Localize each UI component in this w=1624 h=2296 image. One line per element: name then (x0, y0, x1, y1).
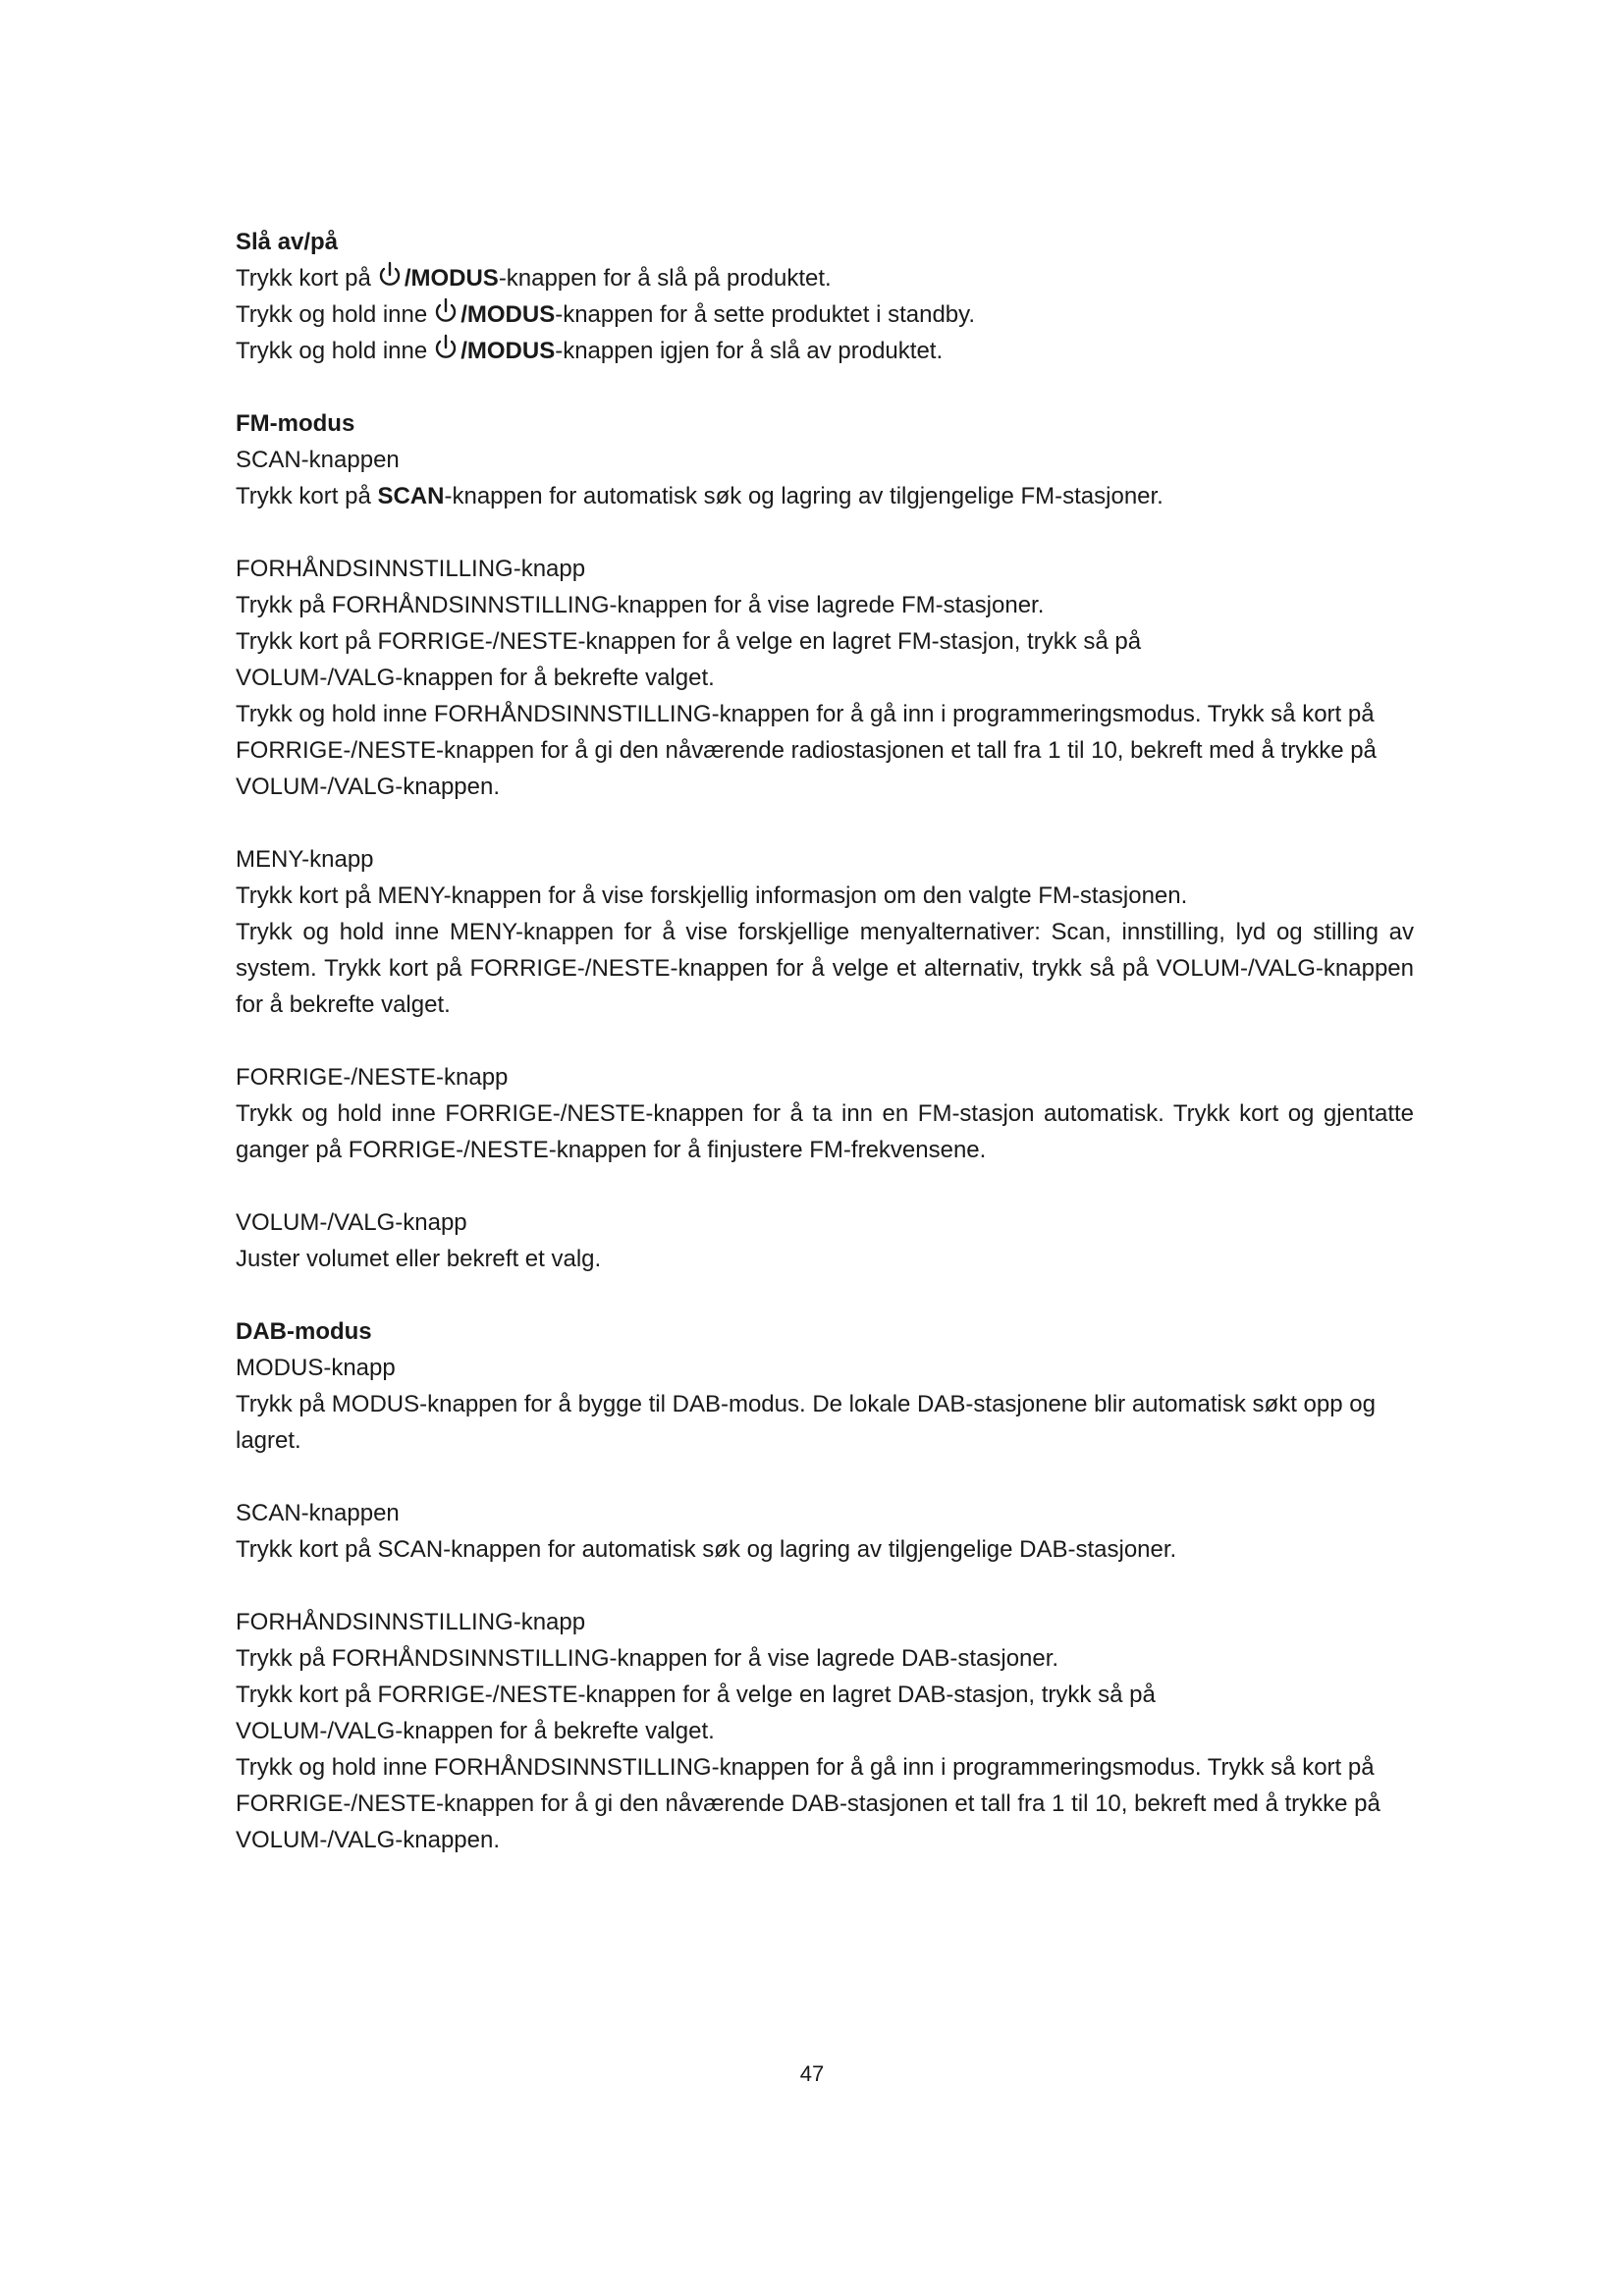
power-icon (377, 260, 403, 290)
fm-scan-text: Trykk kort på SCAN-knappen for automatisk søk og lagring av tilgjengelige FM-stasjoner. (236, 483, 1164, 509)
power-icon (433, 296, 459, 326)
dab-scan-title: SCAN-knappen (236, 1500, 400, 1526)
dab-mode-title: MODUS-knapp (236, 1355, 396, 1381)
dab-scan-text: Trykk kort på SCAN-knappen for automatisk søk og lagring av tilgjengelige DAB-stasjoner. (236, 1536, 1177, 1563)
fm-preset-line-2: Trykk kort på FORRIGE-/NESTE-knappen for å velge en lagret FM-stasjon, trykk så på (236, 628, 1142, 655)
fm-scan-title: SCAN-knappen (236, 447, 400, 473)
fm-preset-title: FORHÅNDSINNSTILLING-knapp (236, 556, 586, 582)
fm-preset-line-1: Trykk på FORHÅNDSINNSTILLING-knappen for å vise lagrede FM-stasjoner. (236, 592, 1045, 618)
power-line-2: Trykk og hold inne /MODUS-knappen for å sette produktet i standby. (236, 296, 1414, 333)
power-line-1: Trykk kort på /MODUS-knappen for å slå på produktet. (236, 260, 1414, 296)
dab-preset-line-2: Trykk kort på FORRIGE-/NESTE-knappen for å velge en lagret DAB-stasjon, trykk så på (236, 1682, 1156, 1708)
power-icon (433, 333, 459, 362)
fm-menu-paragraph: Trykk og hold inne MENY-knappen for å vise forskjellige menyalternativer: Scan, innstilling, lyd og stilling av system. Trykk kort på FORRIGE-/NESTE-knappen for å velge et alternativ, trykk så på VOLUM-/VALG-knappen for å bekrefte valget. (236, 919, 1414, 1018)
fm-menu-line-1: Trykk kort på MENY-knappen for å vise forskjellig informasjon om den valgte FM-stasjonen. (236, 882, 1188, 909)
dab-mode-paragraph: Trykk på MODUS-knappen for å bygge til DAB-modus. De lokale DAB-stasjonene blir automatisk søkt opp og lagret. (236, 1391, 1376, 1454)
fm-volume-text: Juster volumet eller bekreft et valg. (236, 1246, 602, 1272)
fm-preset-line-3: VOLUM-/VALG-knappen for å bekrefte valget. (236, 665, 715, 691)
section-heading-dab: DAB-modus (236, 1318, 372, 1345)
fm-volume-title: VOLUM-/VALG-knapp (236, 1209, 467, 1236)
power-line-3: Trykk og hold inne /MODUS-knappen igjen for å slå av produktet. (236, 333, 1414, 369)
dab-preset-line-1: Trykk på FORHÅNDSINNSTILLING-knappen for å vise lagrede DAB-stasjoner. (236, 1645, 1059, 1672)
fm-menu-title: MENY-knapp (236, 846, 374, 873)
dab-preset-paragraph: Trykk og hold inne FORHÅNDSINNSTILLING-knappen for å gå inn i programmeringsmodus. Trykk så kort på FORRIGE-/NESTE-knappen for å gi den nåværende DAB-stasjonen et tall fra 1 til 10, bekreft med å trykke på VOLUM-/VALG-knappen. (236, 1754, 1380, 1853)
section-heading-power: Slå av/på (236, 229, 339, 255)
dab-preset-line-3: VOLUM-/VALG-knappen for å bekrefte valget. (236, 1718, 715, 1744)
page-number: 47 (799, 2061, 825, 2086)
fm-prevnext-paragraph: Trykk og hold inne FORRIGE-/NESTE-knappen for å ta inn en FM-stasjon automatisk. Trykk kort og gjentatte ganger på FORRIGE-/NESTE-knappen for å finjustere FM-frekvensene. (236, 1100, 1414, 1163)
document-page (236, 224, 1414, 1858)
section-heading-fm: FM-modus (236, 410, 355, 437)
fm-prevnext-title: FORRIGE-/NESTE-knapp (236, 1064, 509, 1091)
fm-preset-paragraph: Trykk og hold inne FORHÅNDSINNSTILLING-knappen for å gå inn i programmeringsmodus. Trykk så kort på FORRIGE-/NESTE-knappen for å gi den nåværende radiostasjonen et tall fra 1 til 10, bekreft med å trykke på VOLUM-/VALG-knappen. (236, 701, 1377, 800)
dab-preset-title: FORHÅNDSINNSTILLING-knapp (236, 1609, 586, 1635)
